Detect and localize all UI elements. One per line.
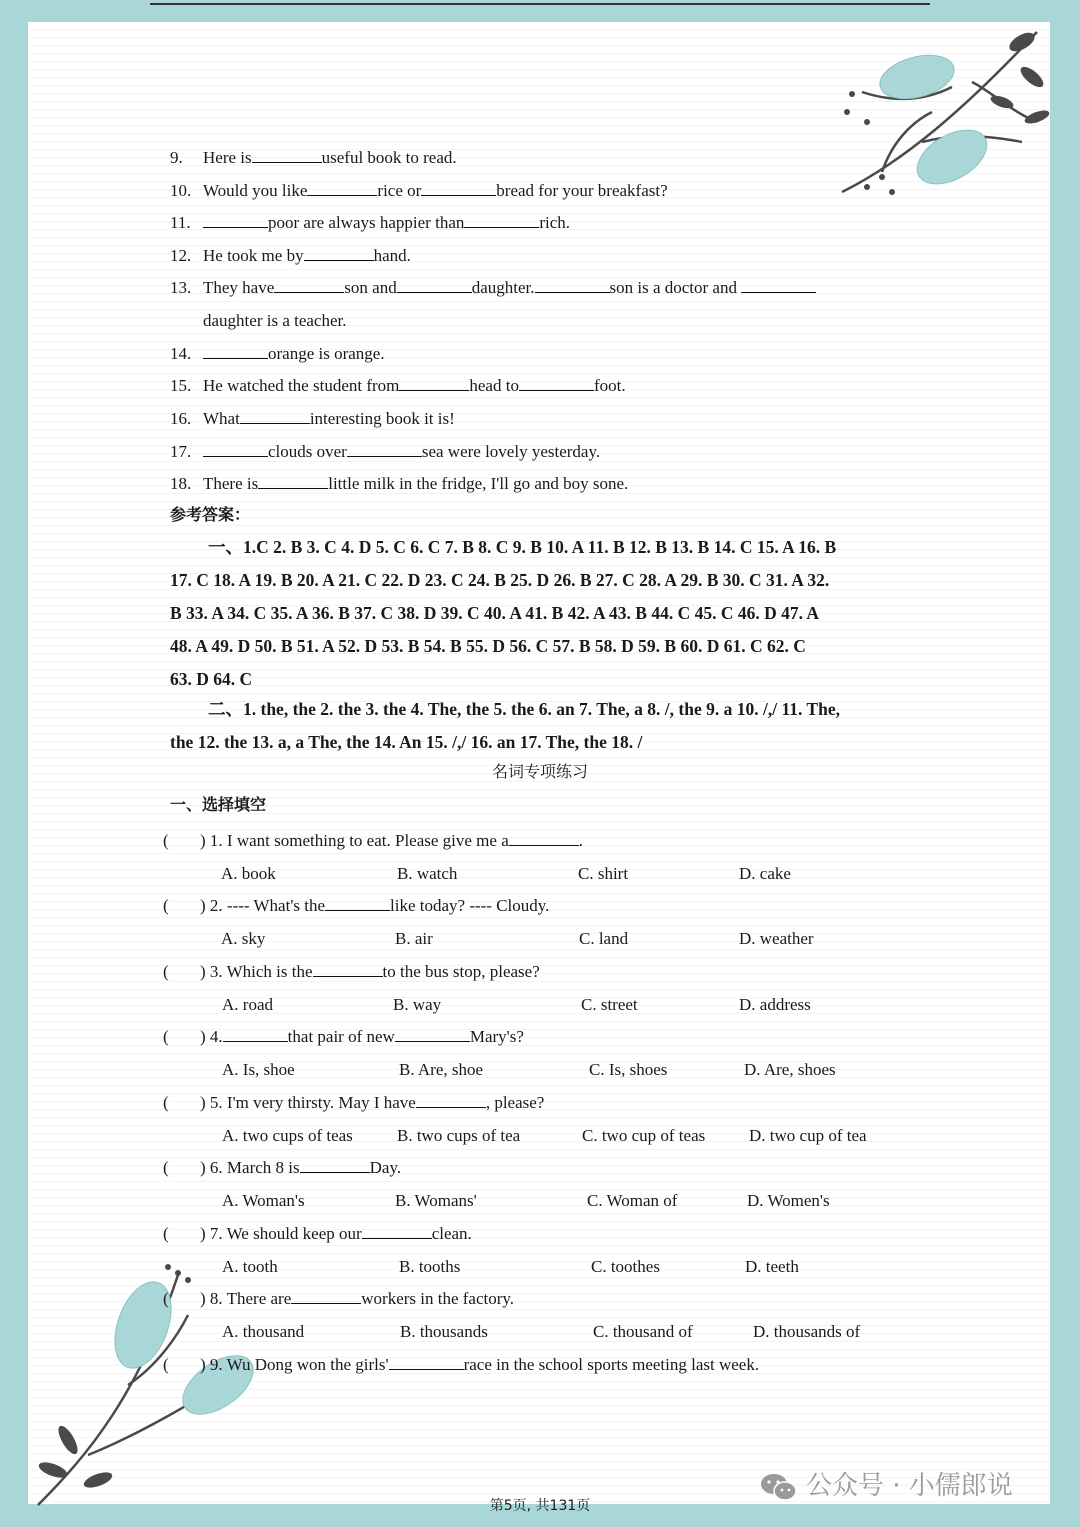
answer-paren[interactable]: ( (163, 831, 169, 850)
blank[interactable] (741, 278, 816, 293)
answer-paren[interactable]: ( (163, 1027, 169, 1046)
fill-item-13 (170, 278, 816, 298)
answer-line: 63. D 64. C (170, 669, 253, 689)
option-c[interactable]: C. land (579, 929, 629, 948)
blank[interactable] (347, 442, 422, 457)
question-text: ) 3. Which is the (200, 962, 313, 981)
blank[interactable] (399, 376, 469, 391)
blank[interactable] (258, 474, 328, 489)
item-number: 12. (170, 246, 192, 265)
leaf-decoration-top-right-icon (822, 22, 1052, 212)
item-text: clouds over (268, 442, 347, 461)
mc-question-2 (163, 896, 549, 916)
blank[interactable] (519, 376, 594, 391)
blank[interactable] (397, 278, 472, 293)
section-title: 名词专项练习 (491, 762, 588, 781)
answer-line: the 12. the 13. a, a The, the 14. An 15. /,/ 16. an 17. The, the 18. / (170, 732, 643, 752)
option-a[interactable]: A. thousand (222, 1322, 305, 1341)
question-text: ) 7. We should keep our (200, 1224, 362, 1243)
option-c[interactable]: C. Is, shoes (589, 1060, 668, 1079)
question-text: race in the school sports meeting last week. (463, 1355, 760, 1374)
page-footer: 第5页, 共131页 (489, 1498, 591, 1514)
blank[interactable] (304, 246, 374, 261)
answer-paren[interactable]: ( (163, 1158, 169, 1177)
item-text: rich. (539, 213, 571, 232)
question-text: workers in the factory. (361, 1289, 515, 1308)
blank[interactable] (307, 181, 377, 196)
blank[interactable] (416, 1093, 486, 1108)
item-text: He took me by (203, 246, 304, 265)
option-d[interactable]: D. two cup of tea (749, 1126, 867, 1145)
blank[interactable] (252, 148, 322, 163)
mc-question-7 (163, 1224, 472, 1244)
item-text: There is (203, 474, 259, 493)
fill-item-13-continuation: daughter is a teacher. (203, 311, 347, 330)
answer-paren[interactable]: ( (163, 962, 169, 981)
answer-paren[interactable]: ( (163, 1224, 169, 1243)
answer-paren[interactable]: ( (163, 1355, 169, 1374)
option-b[interactable]: B. way (393, 995, 442, 1014)
answer-line: 48. A 49. D 50. B 51. A 52. D 53. B 54. B 55. D 56. C 57. B 58. D 59. B 60. D 61. C 62. C (170, 636, 806, 656)
option-a[interactable]: A. Woman's (222, 1191, 305, 1210)
blank[interactable] (421, 181, 496, 196)
option-b[interactable]: B. air (395, 929, 433, 948)
item-number: 15. (170, 376, 192, 395)
question-text: to the bus stop, please? (382, 962, 540, 981)
fill-item-17 (170, 442, 600, 462)
answer-line: B 33. A 34. C 35. A 36. B 37. C 38. D 39. C 40. A 41. B 42. A 43. B 44. C 45. C 46. D 47. A (170, 603, 820, 623)
blank[interactable] (274, 278, 344, 293)
item-number: 10. (170, 181, 192, 200)
blank[interactable] (325, 896, 390, 911)
answer-paren[interactable]: ( (163, 1093, 169, 1112)
fill-item-16 (170, 409, 455, 429)
item-text: Here is (203, 148, 252, 167)
option-a[interactable]: A. tooth (222, 1257, 278, 1276)
item-text: head to (469, 376, 519, 395)
fill-item-18 (170, 474, 628, 494)
blank[interactable] (464, 213, 539, 228)
option-d[interactable]: D. weather (739, 929, 814, 948)
blank[interactable] (300, 1158, 370, 1173)
blank[interactable] (535, 278, 610, 293)
question-text: ) 6. March 8 is (200, 1158, 300, 1177)
fill-item-14 (170, 344, 385, 364)
blank[interactable] (362, 1224, 432, 1239)
option-b[interactable]: B. Womans' (395, 1191, 477, 1210)
blank[interactable] (395, 1027, 470, 1042)
part-one-heading: 一、选择填空 (170, 795, 267, 814)
item-number: 17. (170, 442, 192, 461)
item-text: little milk in the fridge, I'll go and boy sone. (328, 474, 629, 493)
option-c[interactable]: C. thousand of (593, 1322, 693, 1341)
mc-question-5 (163, 1093, 544, 1113)
option-c[interactable]: C. toothes (591, 1257, 660, 1276)
item-number: 16. (170, 409, 192, 428)
fill-item-15 (170, 376, 626, 396)
option-b[interactable]: B. Are, shoe (399, 1060, 484, 1079)
blank[interactable] (203, 344, 268, 359)
fill-item-10 (170, 181, 668, 201)
blank[interactable] (389, 1355, 464, 1370)
item-text: son is a doctor and (609, 278, 737, 297)
item-text: rice or (377, 181, 422, 200)
mc-question-3 (163, 962, 540, 982)
item-text: They have (203, 278, 275, 297)
answers-heading: 参考答案： (170, 505, 251, 524)
top-rule (150, 3, 930, 5)
option-c[interactable]: C. shirt (578, 864, 629, 883)
item-text: He watched the student from (203, 376, 400, 395)
option-c[interactable]: C. street (581, 995, 638, 1014)
item-text: interesting book it is! (309, 409, 455, 428)
option-d[interactable]: D. teeth (745, 1257, 799, 1276)
option-b[interactable]: B. two cups of tea (397, 1126, 521, 1145)
item-text: son and (344, 278, 397, 297)
item-text: sea were lovely yesterday. (421, 442, 601, 461)
fill-item-9 (170, 148, 457, 168)
item-text: bread for your breakfast? (496, 181, 668, 200)
option-c[interactable]: C. Woman of (587, 1191, 678, 1210)
option-b[interactable]: B. tooths (399, 1257, 461, 1276)
question-text: ) 4. (200, 1027, 223, 1046)
question-text: ) 8. There are (200, 1289, 292, 1308)
item-number: 9. (170, 148, 183, 167)
option-d[interactable]: D. cake (739, 864, 791, 883)
option-a[interactable]: A. book (221, 864, 276, 883)
watermark-text: 公众号 · 小儒郎说 (806, 1471, 1013, 1501)
item-number: 13. (170, 278, 192, 297)
question-text: ) 5. I'm very thirsty. May I have (200, 1093, 416, 1112)
option-c[interactable]: C. two cup of teas (582, 1126, 706, 1145)
answer-line: 17. C 18. A 19. B 20. A 21. C 22. D 23. C 24. B 25. D 26. B 27. C 28. A 29. B 30. C 31. A 32. (170, 570, 830, 590)
blank[interactable] (203, 442, 268, 457)
mc-question-1 (163, 831, 583, 851)
item-number: 14. (170, 344, 192, 363)
blank[interactable] (313, 962, 383, 977)
option-a[interactable]: A. two cups of teas (222, 1126, 353, 1145)
blank[interactable] (203, 213, 268, 228)
question-text: ) 2. ---- What's the (200, 896, 326, 915)
option-d[interactable]: D. Are, shoes (744, 1060, 836, 1079)
blank[interactable] (509, 831, 579, 846)
question-text: Day. (369, 1158, 402, 1177)
option-d[interactable]: D. address (739, 995, 811, 1014)
mc-question-9 (163, 1355, 759, 1375)
blank[interactable] (240, 409, 310, 424)
answer-paren[interactable]: ( (163, 1289, 169, 1308)
blank[interactable] (223, 1027, 288, 1042)
option-a[interactable]: A. Is, shoe (222, 1060, 295, 1079)
option-a[interactable]: A. sky (221, 929, 266, 948)
question-text: that pair of new (287, 1027, 395, 1046)
question-text: ) 1. I want something to eat. Please give me a (200, 831, 509, 850)
question-text: . (578, 831, 583, 850)
fill-item-11 (170, 213, 570, 233)
item-text: useful book to read. (321, 148, 457, 167)
answer-paren[interactable]: ( (163, 896, 169, 915)
fill-item-12 (170, 246, 411, 266)
item-text: What (203, 409, 240, 428)
mc-question-8 (163, 1289, 514, 1309)
item-text: daughter. (471, 278, 535, 297)
blank[interactable] (291, 1289, 361, 1304)
question-text: like today? ---- Cloudy. (390, 896, 550, 915)
question-text: ) 9. Wu Dong won the girls' (200, 1355, 389, 1374)
item-number: 18. (170, 474, 192, 493)
option-b[interactable]: B. thousands (400, 1322, 488, 1341)
question-text: Mary's? (469, 1027, 524, 1046)
item-number: 11. (170, 213, 191, 232)
option-a[interactable]: A. road (222, 995, 273, 1014)
mc-question-4 (163, 1027, 524, 1047)
option-b[interactable]: B. watch (397, 864, 458, 883)
item-text: foot. (593, 376, 626, 395)
option-d[interactable]: D. thousands of (753, 1322, 861, 1341)
item-text: orange is orange. (268, 344, 385, 363)
option-d[interactable]: D. Women's (747, 1191, 830, 1210)
item-text: poor are always happier than (268, 213, 465, 232)
item-text: Would you like (203, 181, 308, 200)
question-text: clean. (431, 1224, 472, 1243)
answer-line: 二、1. the, the 2. the 3. the 4. The, the 5. the 6. an 7. The, a 8. /, the 9. a 10. /,/ 11. The, (208, 699, 840, 719)
item-text: hand. (373, 246, 411, 265)
answer-line: 一、1.C 2. B 3. C 4. D 5. C 6. C 7. B 8. C 9. B 10. A 11. B 12. B 13. B 14. C 15. A 16. B (208, 537, 837, 557)
question-text: , please? (485, 1093, 545, 1112)
mc-question-6 (163, 1158, 401, 1178)
